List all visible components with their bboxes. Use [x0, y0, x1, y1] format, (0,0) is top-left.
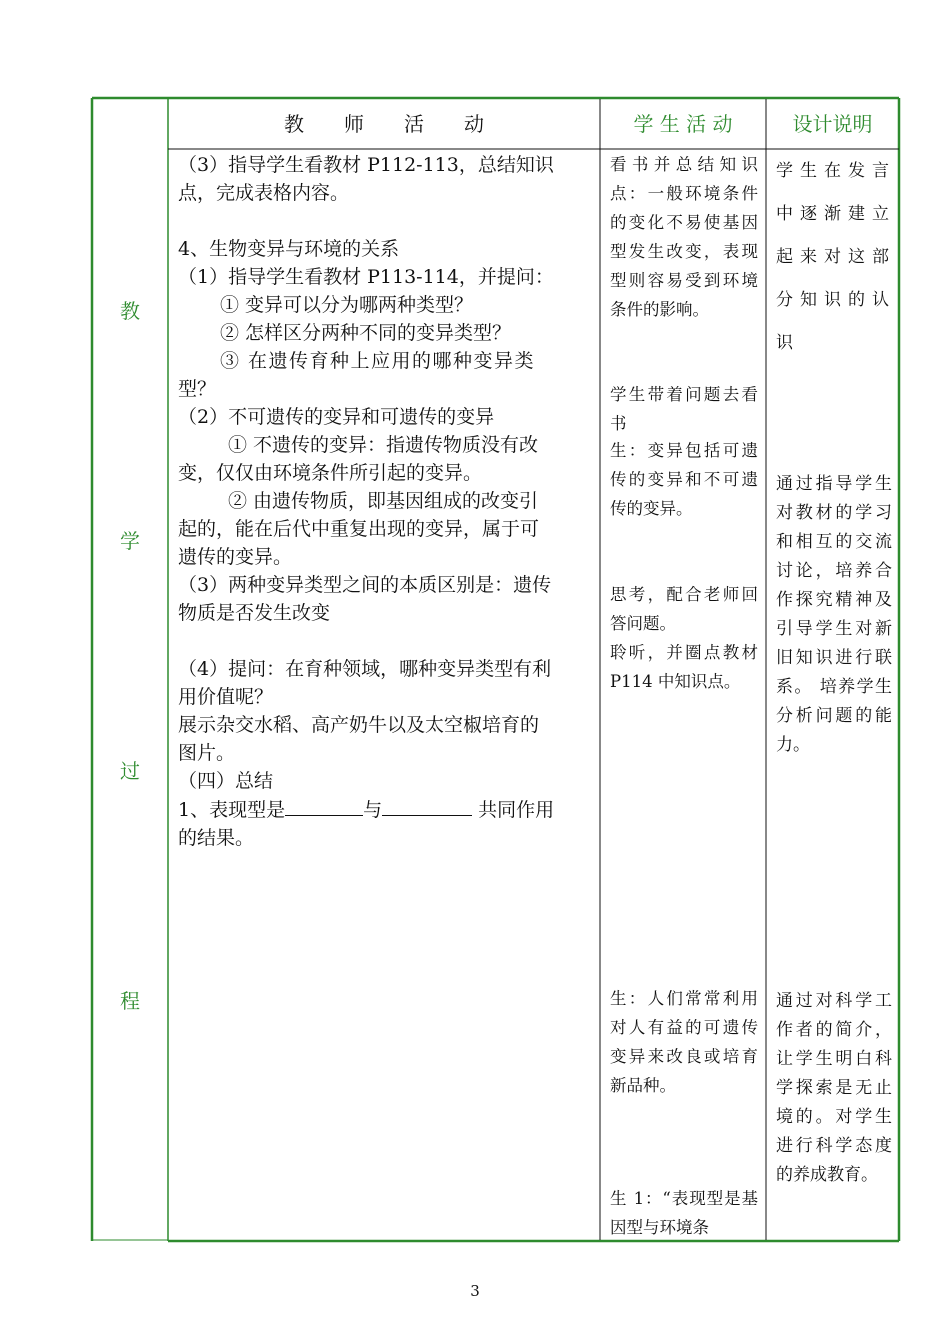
design-block: 通过指导学生对教材的学习和相互的交流讨论，培养合作探究精神及引导学生对新旧知识进行联系。 培养学生分析问题的能力。: [776, 474, 892, 755]
teacher-line: 的结果。: [178, 827, 255, 849]
teacher-line: 起的，能在后代中重复出现的变异，属于可: [178, 518, 540, 540]
student-block: 聆听，并圈点教材 P114 中知识点。: [610, 643, 758, 691]
design-block: 通过对科学工作者的简介，让学生明白科学探索是无止境的。对学生进行科学态度的养成教育。: [776, 991, 892, 1185]
teacher-line: （3）两种变异类型之间的本质区别是：遗传: [178, 574, 552, 596]
student-block: 思考，配合老师回答问题。: [610, 585, 758, 633]
student-block: 生：变异包括可遗传的变异和不可遗传的变异。: [610, 441, 758, 518]
teacher-line: ③ 在遗传育种上应用的哪种变异类: [220, 350, 536, 372]
teacher-line: 4、生物变异与环境的关系: [178, 238, 400, 260]
header-teacher-activity: 教 师 活 动: [284, 112, 484, 136]
teacher-line: [178, 207, 592, 235]
teacher-line: ② 由遗传物质，即基因组成的改变引: [228, 490, 539, 512]
side-label-char: 程: [120, 989, 140, 1013]
teacher-line: （3）指导学生看教材 P112-113，总结知识: [178, 154, 554, 176]
teacher-activity-content: [178, 151, 592, 852]
teacher-line: 用价值呢？: [178, 686, 274, 708]
design-block: 学生在发言中逐渐建立起来对这部分知识的认识: [776, 161, 892, 353]
side-label-char: 学: [120, 529, 140, 553]
teacher-line: 型？: [178, 378, 217, 400]
student-block: 生 1：“表现型是基因型与环境条: [610, 1189, 758, 1237]
teacher-line: （四）总结: [178, 770, 274, 792]
blank-line: [285, 795, 363, 816]
teacher-line: ① 变异可以分为哪两种类型？: [220, 294, 474, 316]
page-number: 3: [470, 1282, 480, 1300]
student-block: 看书并总结知识点：一般环境条件的变化不易使基因型发生改变，表现型则容易受到环境条件的影响。: [610, 155, 758, 319]
teacher-line: 物质是否发生改变: [178, 602, 331, 624]
teacher-line: ① 不遗传的变异：指遗传物质没有改: [228, 434, 539, 456]
blank-line: [382, 795, 472, 816]
teacher-line: [178, 627, 592, 655]
summary-suffix: 共同作用: [472, 799, 555, 821]
side-label-char: 教: [120, 299, 140, 323]
header-design-notes: 设计说明: [792, 112, 873, 136]
header-student-activity: 学 生 活 动: [633, 112, 733, 136]
teacher-line: 变，仅仅由环境条件所引起的变异。: [178, 462, 483, 484]
student-block: 生：人们常常利用对人有益的可遗传变异来改良或培育新品种。: [610, 989, 758, 1095]
side-label-char: 过: [120, 759, 140, 783]
teacher-line: 图片。: [178, 742, 236, 764]
summary-prefix: 1、表现型是: [178, 799, 286, 821]
summary-middle: 与: [363, 799, 383, 821]
teacher-line: （4）提问：在育种领域，哪种变异类型有利: [178, 658, 552, 680]
teacher-line: 遗传的变异。: [178, 546, 293, 568]
teacher-line: 展示杂交水稻、高产奶牛以及太空椒培育的: [178, 714, 540, 736]
teacher-line: 点，完成表格内容。: [178, 182, 350, 204]
student-block: 学生带着问题去看书: [610, 385, 758, 433]
teacher-line: （1）指导学生看教材 P113-114，并提问：: [178, 266, 554, 288]
teacher-line: ② 怎样区分两种不同的变异类型？: [220, 322, 512, 344]
summary-fill-in: [178, 795, 592, 824]
teacher-line: （2）不可遗传的变异和可遗传的变异: [178, 406, 495, 428]
